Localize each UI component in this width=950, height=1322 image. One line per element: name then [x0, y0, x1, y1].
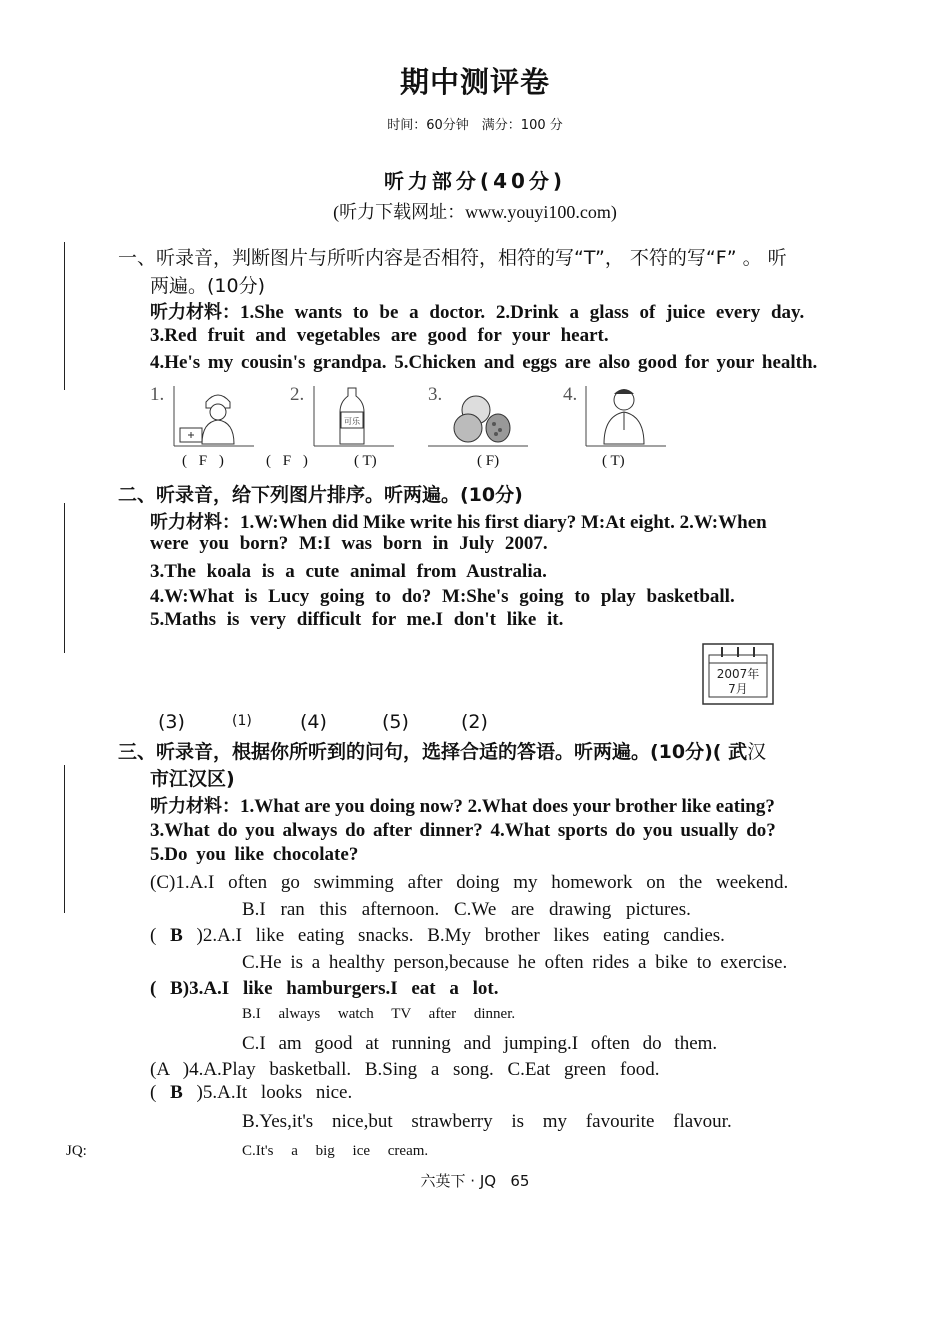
page-number: 65	[510, 1172, 530, 1190]
question-1-option-a: (C)1.A.I often go swimming after doing my homework on the weekend.	[150, 872, 789, 893]
section2-material-3: 3.The koala is a cute animal from Australia.	[150, 561, 547, 582]
picture-number-2: 2.	[290, 384, 305, 405]
section2-answer-1: (3)	[158, 711, 185, 733]
bottle-icon	[306, 380, 396, 450]
question-5-option-a: ( B )5.A.It looks nice.	[150, 1082, 353, 1103]
section1-answer-4: ( F)	[477, 453, 500, 469]
section1-material-2: 3.Red fruit and vegetables are good for your heart.	[150, 325, 609, 346]
question-4: (A )4.A.Play basketball. B.Sing a song. C.Eat green food.	[150, 1059, 660, 1080]
page-title: 期中测评卷	[399, 65, 550, 99]
section2-material-5: 5.Maths is very difficult for me.I don't like it.	[150, 609, 564, 630]
nurse-icon	[166, 380, 256, 450]
section3-heading-cont: 市江汉区)	[150, 768, 235, 790]
section1-material-3: 4.He's my cousin's grandpa. 5.Chicken and eggs are also good for your health.	[150, 352, 818, 373]
question-3-option-b: B.I always watch TV after dinner.	[242, 1006, 516, 1022]
fruit-icon	[428, 380, 528, 450]
section2-answer-3: (4)	[300, 711, 327, 733]
footer: 六英下 · JQ 65	[420, 1172, 530, 1190]
section1-heading-cont: 两遍。(10分)	[150, 275, 266, 297]
margin-line-2	[64, 503, 65, 653]
question-2-option-a: ( B )2.A.I like eating snacks. B.My brother likes eating candies.	[150, 925, 725, 946]
section1-heading: 一、听录音，判断图片与所听内容是否相符，相符的写“T”， 不符的写“F” 。 听	[118, 247, 787, 269]
section1-answer-2: ( F )	[266, 453, 308, 469]
calendar-icon	[702, 643, 774, 705]
section2-answer-5: (2)	[461, 711, 488, 733]
question-5-option-b: B.Yes,it's nice,but strawberry is my favourite flavour.	[242, 1111, 732, 1132]
question-2-option-c: C.He is a healthy person,because he often rides a bike to exercise.	[242, 952, 788, 973]
section2-answer-2: (1)	[232, 713, 252, 729]
section1-answer-3: ( T)	[354, 453, 377, 469]
question-3-option-c: C.I am good at running and jumping.I often do them.	[242, 1033, 718, 1054]
question-3-option-a: ( B)3.A.I like hamburgers.I eat a lot.	[150, 978, 499, 999]
question-5-option-c: C.It's a big ice cream.	[242, 1143, 429, 1159]
margin-line-1	[64, 242, 65, 390]
part-heading: 听力部分(40分)	[383, 169, 567, 193]
picture-number-4: 4.	[563, 384, 578, 405]
section3-heading: 三、听录音，根据你所听到的问句，选择合适的答语。听两遍。(10分)( 武汉	[118, 741, 767, 763]
man-icon	[578, 380, 668, 450]
section1-answer-1: ( F )	[182, 453, 224, 469]
section2-answer-4: (5)	[382, 711, 409, 733]
calendar-year: 2007年	[716, 667, 760, 681]
margin-line-3	[64, 765, 65, 913]
download-url: (听力下载网址：www.youyi100.com)	[333, 202, 617, 222]
section3-material-3: 5.Do you like chocolate?	[150, 844, 359, 865]
section3-material-2: 3.What do you always do after dinner? 4.What sports do you usually do?	[150, 820, 776, 841]
section2-material-4: 4.W:What is Lucy going to do? M:She's going to play basketball.	[150, 586, 735, 607]
section1-answer-5: ( T)	[602, 453, 625, 469]
section3-material-1: 听力材料：1.What are you doing now? 2.What does your brother like eating?	[150, 796, 775, 817]
section2-material-2: were you born? M:I was born in July 2007.	[150, 533, 548, 554]
calendar-month: 7月	[728, 682, 748, 696]
section2-heading: 二、听录音，给下列图片排序。听两遍。(10分)	[118, 484, 523, 506]
picture-number-3: 3.	[428, 384, 443, 405]
footer-left-mark: JQ:	[66, 1143, 87, 1159]
section2-material-1: 听力材料：1.W:When did Mike write his first diary? M:At eight. 2.W:When	[150, 512, 767, 533]
section1-material-1: 听力材料：1.She wants to be a doctor. 2.Drink a glass of juice every day.	[150, 302, 805, 323]
bottle-label: 可乐	[344, 417, 360, 426]
question-1-options-bc: B.I ran this afternoon. C.We are drawing pictures.	[242, 899, 691, 920]
exam-time-info: 时间：60分钟 满分：100 分	[387, 118, 563, 133]
picture-number-1: 1.	[150, 384, 165, 405]
